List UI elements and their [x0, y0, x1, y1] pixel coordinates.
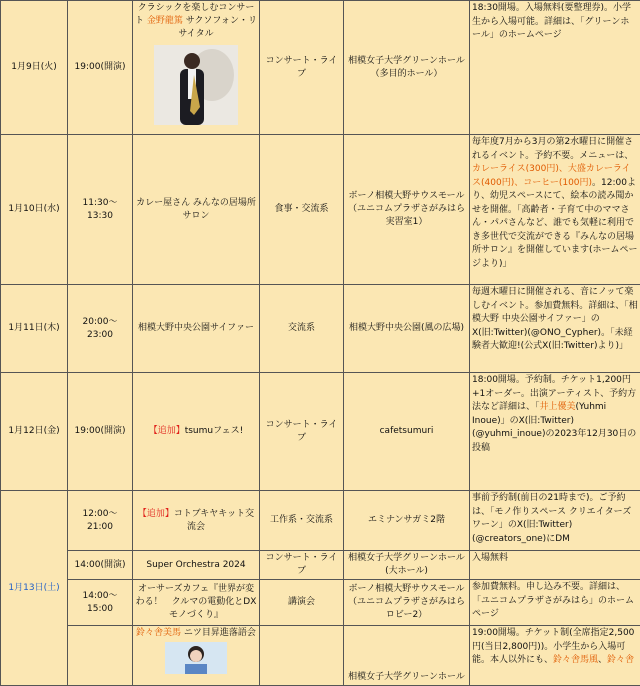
- category-cell: コンサート・ライブ: [260, 373, 344, 491]
- venue-cell: エミナンサガミ2階: [344, 491, 470, 551]
- description-cell: 参加費無料。申し込み不要。詳細は、「ユニコムプラザさがみはら」のホームページ: [470, 580, 640, 626]
- added-tag: 【追加】: [149, 426, 185, 436]
- description-text: 毎年度7月から3月の第2水曜日に開催されるイベント。予約不要。メニューは、: [472, 137, 633, 161]
- performer-name: 鈴々舎馬風: [553, 655, 598, 665]
- description-cell: 入場無料: [470, 551, 640, 580]
- description-text: 19:00開場。チケット制(全席指定2,500円(当日2,800円))。小学生から入場可能。本人以外にも、: [472, 628, 634, 665]
- event-name-cell: カレー屋さん みんなの居場所サロン: [133, 135, 260, 285]
- category-cell: [260, 626, 344, 686]
- performer-photo: [165, 642, 227, 674]
- time-cell: [68, 626, 133, 686]
- menu-prices: カレーライス(300円)、大盛カレーライス(400円)、コーヒー(100円): [472, 164, 631, 188]
- time-cell: 20:00～23:00: [68, 285, 133, 373]
- description-text: 、: [598, 655, 607, 665]
- table-row: [1, 491, 640, 551]
- date-cell: 1月11日(木): [1, 285, 68, 373]
- table-row: [1, 373, 640, 491]
- venue-cell: 相模女子大学グリーンホール（多目的ホール）: [344, 1, 470, 135]
- description-cell: 毎週木曜日に開催される、音にノッて楽しむイベント。参加費無料。詳細は、「相模大野 中央公園サイファー」のX(旧:Twitter)(@ONO_Cypher)。「未経験者大歓迎!(公式X(旧:Twitter)より)」: [470, 285, 640, 373]
- performer-photo: [154, 45, 238, 125]
- event-name-text: サクソフォン・リサイタル: [178, 16, 257, 39]
- time-cell: 19:00(開演): [68, 1, 133, 135]
- description-cell: [470, 373, 640, 491]
- event-name-cell: [133, 491, 260, 551]
- time-cell: 12:00～21:00: [68, 491, 133, 551]
- category-cell: 講演会: [260, 580, 344, 626]
- description-cell: 事前予約制(前日の21時まで)。ご予約は、「モノ作りスペース クリエイターズワーン」のX(旧:Twitter)(@creators_one)にDM: [470, 491, 640, 551]
- table-row: [1, 1, 640, 135]
- table-row: [1, 580, 640, 626]
- description-text: 18:00開場。予約制。チケット1,200円+1オーダー。出演アーティスト、予約方法など詳細は、「: [472, 375, 636, 412]
- table-row: [1, 551, 640, 580]
- event-name-cell: [133, 1, 260, 135]
- venue-cell: ボーノ相模大野サウスモール（ユニコムプラザさがみはらロビー2）: [344, 580, 470, 626]
- category-cell: 交流系: [260, 285, 344, 373]
- event-name-text: クラシックを楽しむコンサート: [135, 3, 254, 26]
- time-cell: 11:30～13:30: [68, 135, 133, 285]
- event-name-cell: 相模大野中央公園サイファー: [133, 285, 260, 373]
- event-name-text: コトブキヤキット交流会: [174, 509, 254, 532]
- category-cell: 食事・交流系: [260, 135, 344, 285]
- venue-cell: 相模女子大学グリーンホール(大ホール): [344, 551, 470, 580]
- time-cell: 19:00(開演): [68, 373, 133, 491]
- category-cell: コンサート・ライブ: [260, 551, 344, 580]
- event-name-cell: Super Orchestra 2024: [133, 551, 260, 580]
- description-cell: 18:30開場。入場無料(要整理券)。小学生から入場可能。詳細は、「グリーンホール」のホームページ: [470, 1, 640, 135]
- date-cell: 1月9日(火): [1, 1, 68, 135]
- date-cell: 1月12日(金): [1, 373, 68, 491]
- event-name-cell: オーサーズカフェ『世界が変わる！ クルマの電動化とDXモノづくり』: [133, 580, 260, 626]
- added-tag: 【追加】: [138, 509, 174, 519]
- description-text: (Yuhmi Inoue)」のX(旧:Twitter)(@yuhmi_inoue)の2023年12月30日の投稿: [472, 402, 636, 453]
- venue-cell: cafetsumuri: [344, 373, 470, 491]
- date-cell: [1, 491, 68, 686]
- description-cell: [470, 626, 640, 686]
- table-row: [1, 626, 640, 686]
- event-name-text: tsumuフェス!: [185, 426, 244, 436]
- event-name-cell: [133, 373, 260, 491]
- venue-cell: ボーノ相模大野サウスモール（ユニコムプラザさがみはら実習室1）: [344, 135, 470, 285]
- performer-name: 金野龍篤: [147, 16, 183, 26]
- date-cell: 1月10日(水): [1, 135, 68, 285]
- description-cell: [470, 135, 640, 285]
- category-cell: 工作系・交流系: [260, 491, 344, 551]
- event-name-text: ニツ目昇進落語会: [181, 628, 256, 638]
- performer-name: 鈴々舎美馬: [136, 628, 181, 638]
- venue-cell: 相模大野中央公園(風の広場): [344, 285, 470, 373]
- description-text: 。12:00より、幼児スペースにて、絵本の読み聞かせを開催。「高齢者・子育て中のママさん・パパさんなど、誰でも気軽に利用でき多世代で交流ができる『みんなの居場所サロン』を開催しています(ホームページより)」: [472, 178, 638, 269]
- artist-name: 井上優美: [540, 402, 576, 412]
- category-cell: コンサート・ライブ: [260, 1, 344, 135]
- event-name-cell: [133, 626, 260, 686]
- performer-name: 鈴々舎: [607, 655, 634, 665]
- table-row: [1, 285, 640, 373]
- time-cell: 14:00～15:00: [68, 580, 133, 626]
- time-cell: 14:00(開演): [68, 551, 133, 580]
- table-row: [1, 135, 640, 285]
- saturday-date: 1月13日(土): [8, 583, 59, 593]
- venue-cell: 相模女子大学グリーンホール: [344, 626, 470, 686]
